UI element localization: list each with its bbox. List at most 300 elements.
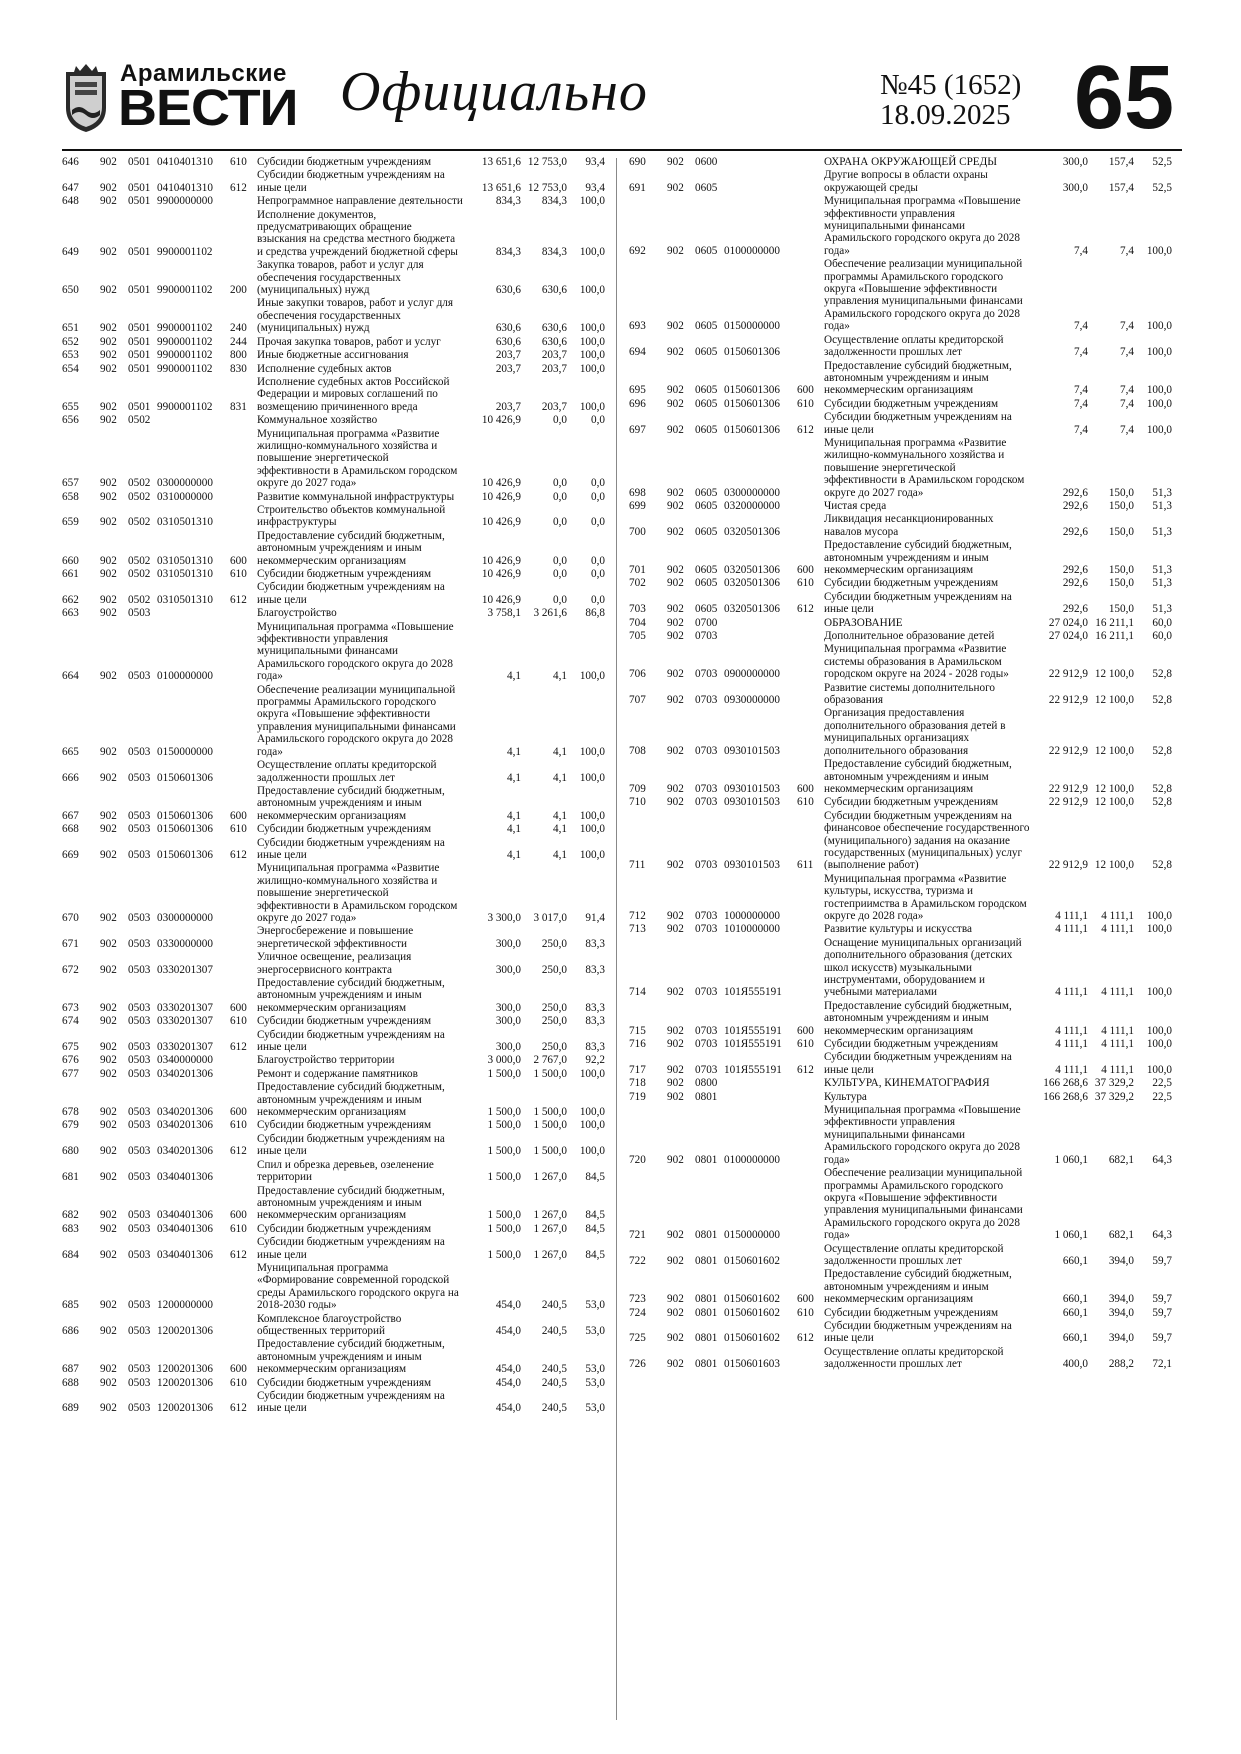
executed-amount: 250,0 [541, 937, 567, 950]
execution-percent: 100,0 [579, 771, 605, 784]
expense-type: 610 [797, 397, 814, 410]
planned-amount: 10 426,9 [481, 568, 521, 580]
table-row [629, 643, 1185, 680]
executed-amount: 240,5 [541, 1402, 567, 1415]
admin-code: 902 [100, 181, 117, 194]
table-row [629, 873, 1185, 923]
executed-amount: 4,1 [553, 670, 567, 683]
section-code: 0501 [128, 245, 151, 258]
section-code: 0801 [695, 1293, 718, 1306]
row-description: Субсидии бюджетным учреждениям на финансовое обеспечение государственного (муниципального) задания на оказание государственных (муниципальных) услуг (выполнение работ) [824, 809, 1030, 872]
executed-amount: 288,2 [1108, 1358, 1134, 1371]
admin-code: 902 [100, 156, 117, 168]
execution-percent: 100,0 [1146, 244, 1172, 257]
table-row [62, 684, 618, 758]
execution-percent: 51,3 [1152, 577, 1172, 590]
executed-amount: 150,0 [1108, 499, 1134, 512]
target-article: 0310501310 [157, 554, 213, 567]
target-article: 0310000000 [157, 490, 213, 503]
row-number: 705 [629, 630, 646, 643]
row-description: Обеспечение реализации муниципальной программы Арамильского городского округа «Повышение эффективности управления муниципальными финансами Арамильского городского округа до 2028 года» [257, 683, 456, 758]
row-number: 684 [62, 1248, 79, 1261]
table-row [62, 491, 618, 503]
section-code: 0703 [695, 986, 718, 999]
target-article: 0320501306 [724, 525, 780, 538]
execution-percent: 52,8 [1152, 796, 1172, 809]
target-article: 0150601306 [724, 346, 780, 359]
admin-code: 902 [667, 986, 684, 999]
table-row [62, 1313, 618, 1338]
execution-percent: 52,5 [1152, 181, 1172, 194]
execution-percent: 52,8 [1152, 668, 1172, 681]
planned-amount: 1 500,0 [487, 1171, 521, 1184]
target-article: 0150601306 [157, 809, 213, 822]
row-description: ОХРАНА ОКРУЖАЮЩЕЙ СРЕДЫ [824, 156, 998, 168]
row-description: Ликвидация несанкционированных навалов мусора [824, 513, 994, 538]
section-code: 0503 [128, 1363, 151, 1376]
admin-code: 902 [667, 923, 684, 936]
expense-type: 610 [230, 1119, 247, 1132]
section-code: 0502 [128, 554, 151, 567]
planned-amount: 660,1 [1062, 1293, 1088, 1306]
issue-number: №45 (1652) [880, 69, 1022, 101]
row-number: 691 [629, 181, 646, 194]
section-code: 0605 [695, 244, 718, 257]
executed-amount: 4,1 [553, 771, 567, 784]
row-number: 657 [62, 477, 79, 490]
newspaper-logo[interactable] [62, 60, 302, 140]
executed-amount: 150,0 [1108, 525, 1134, 538]
table-row [629, 1091, 1185, 1103]
planned-amount: 454,0 [495, 1376, 521, 1389]
execution-percent: 84,5 [585, 1222, 605, 1235]
executed-amount: 1 500,0 [533, 1119, 567, 1132]
section-code: 0605 [695, 525, 718, 538]
executed-amount: 4,1 [553, 745, 567, 758]
table-row [62, 259, 618, 296]
row-description: Благоустройство территории [257, 1054, 395, 1067]
target-article: 0150601306 [724, 423, 780, 436]
execution-percent: 100,0 [1146, 384, 1172, 397]
section-code: 0501 [128, 322, 151, 335]
table-row [62, 823, 618, 835]
admin-code: 902 [667, 499, 684, 512]
section-code: 0501 [128, 181, 151, 194]
admin-code: 902 [667, 668, 684, 681]
row-number: 683 [62, 1222, 79, 1235]
target-article: 0340201306 [157, 1106, 213, 1119]
row-number: 721 [629, 1229, 646, 1242]
section-code: 0503 [128, 1106, 151, 1119]
executed-amount: 203,7 [541, 349, 567, 362]
admin-code: 902 [100, 848, 117, 861]
row-number: 660 [62, 554, 79, 567]
section-code: 0503 [128, 1209, 151, 1222]
table-row [62, 862, 618, 924]
row-number: 685 [62, 1299, 79, 1312]
executed-amount: 630,6 [541, 284, 567, 297]
row-description: Субсидии бюджетным учреждениям на иные цели [824, 1051, 1012, 1076]
row-description: Муниципальная программа «Развитие культуры, искусства, туризма и гостеприимства в Арамильском городском округе до 2028 года» [824, 872, 1027, 922]
admin-code: 902 [100, 745, 117, 758]
row-number: 661 [62, 568, 79, 580]
expense-type: 610 [230, 1376, 247, 1389]
planned-amount: 292,6 [1062, 577, 1088, 590]
section-code: 0503 [128, 1402, 151, 1415]
planned-amount: 300,0 [495, 937, 521, 950]
executed-amount: 682,1 [1108, 1153, 1134, 1166]
admin-code: 902 [100, 1248, 117, 1261]
planned-amount: 292,6 [1062, 603, 1088, 616]
executed-amount: 0,0 [553, 593, 567, 606]
row-number: 714 [629, 986, 646, 999]
row-description: Субсидии бюджетным учреждениям на иные цели [257, 836, 445, 861]
table-row [629, 258, 1185, 332]
table-row [629, 810, 1185, 872]
row-number: 716 [629, 1038, 646, 1051]
row-description: Осуществление оплаты кредиторской задолженности прошлых лет [824, 1242, 1004, 1267]
section-code: 0503 [128, 1015, 151, 1028]
row-description: Субсидии бюджетным учреждениям на иные цели [257, 169, 445, 194]
row-description: Субсидии бюджетным учреждениям [257, 568, 432, 580]
table-row [62, 297, 618, 334]
table-row [62, 1015, 618, 1027]
planned-amount: 300,0 [495, 963, 521, 976]
section-code: 0605 [695, 577, 718, 590]
planned-amount: 660,1 [1062, 1254, 1088, 1267]
expense-type: 612 [230, 1041, 247, 1054]
table-row [62, 1081, 618, 1118]
row-number: 678 [62, 1106, 79, 1119]
admin-code: 902 [100, 1209, 117, 1222]
target-article: 0930101503 [724, 782, 780, 795]
admin-code: 902 [100, 1145, 117, 1158]
execution-percent: 93,4 [585, 156, 605, 168]
planned-amount: 1 500,0 [487, 1145, 521, 1158]
row-description: Предоставление субсидий бюджетным, автономным учреждениям и иным некоммерческим организациям [257, 1184, 445, 1222]
row-number: 722 [629, 1254, 646, 1267]
expense-type: 831 [230, 400, 247, 413]
expense-type: 610 [797, 577, 814, 590]
row-number: 712 [629, 909, 646, 922]
table-row [62, 1029, 618, 1054]
executed-amount: 834,3 [541, 195, 567, 208]
planned-amount: 7,4 [1074, 346, 1088, 359]
execution-percent: 0,0 [591, 593, 605, 606]
planned-amount: 7,4 [1074, 397, 1088, 410]
target-article: 0150601602 [724, 1332, 780, 1345]
target-article: 0340401306 [157, 1209, 213, 1222]
table-row [62, 1262, 618, 1312]
execution-percent: 100,0 [579, 349, 605, 362]
target-article: 0150601306 [724, 397, 780, 410]
admin-code: 902 [100, 490, 117, 503]
execution-percent: 52,5 [1152, 156, 1172, 168]
expense-type: 612 [230, 593, 247, 606]
executed-amount: 1 267,0 [533, 1171, 567, 1184]
admin-code: 902 [667, 1229, 684, 1242]
target-article: 9900001102 [157, 349, 213, 362]
row-description: Осуществление оплаты кредиторской задолженности прошлых лет [257, 759, 437, 784]
table-row [629, 156, 1185, 168]
admin-code: 902 [667, 486, 684, 499]
executed-amount: 150,0 [1108, 486, 1134, 499]
executed-amount: 250,0 [541, 963, 567, 976]
planned-amount: 300,0 [1062, 156, 1088, 168]
admin-code: 902 [667, 909, 684, 922]
admin-code: 902 [667, 694, 684, 707]
planned-amount: 300,0 [1062, 181, 1088, 194]
section-code: 0703 [695, 630, 718, 643]
section-code: 0801 [695, 1306, 718, 1319]
section-code: 0503 [128, 1041, 151, 1054]
section-code: 0503 [128, 848, 151, 861]
row-description: Уличное освещение, реализация энергосервисного контракта [257, 951, 412, 976]
target-article: 1200201306 [157, 1324, 213, 1337]
executed-amount: 203,7 [541, 362, 567, 375]
execution-percent: 53,0 [585, 1324, 605, 1337]
section-code: 0503 [128, 937, 151, 950]
row-description: Развитие коммунальной инфраструктуры [257, 490, 455, 503]
row-description: Субсидии бюджетным учреждениям на иные цели [257, 1028, 445, 1054]
row-number: 692 [629, 244, 646, 257]
section-code: 0605 [695, 397, 718, 410]
planned-amount: 27 024,0 [1048, 630, 1088, 643]
execution-percent: 100,0 [1146, 1038, 1172, 1051]
expense-type: 612 [797, 603, 814, 616]
row-description: Исполнение документов, предусматривающих обращение взыскания на средства местного бюджета и средства учреждений бюджетной сферы [257, 208, 458, 258]
target-article: 0330201307 [157, 1041, 213, 1054]
row-number: 663 [62, 607, 79, 620]
admin-code: 902 [100, 477, 117, 490]
planned-amount: 1 500,0 [487, 1209, 521, 1222]
target-article: 0340201306 [157, 1145, 213, 1158]
planned-amount: 4,1 [507, 771, 521, 784]
expense-type: 830 [230, 362, 247, 375]
execution-percent: 100,0 [1146, 346, 1172, 359]
planned-amount: 4,1 [507, 848, 521, 861]
admin-code: 902 [667, 1153, 684, 1166]
section-code: 0605 [695, 384, 718, 397]
executed-amount: 1 500,0 [533, 1106, 567, 1119]
target-article: 9900000000 [157, 195, 213, 208]
executed-amount: 7,4 [1120, 244, 1134, 257]
row-description: Муниципальная программа «Повышение эффективности управления муниципальными финансами Арамильского городского округа до 2028 года» [824, 195, 1021, 257]
table-row [62, 376, 618, 413]
executed-amount: 250,0 [541, 1015, 567, 1028]
target-article: 0340201306 [157, 1119, 213, 1132]
admin-code: 902 [100, 1222, 117, 1235]
execution-percent: 0,0 [591, 477, 605, 490]
row-number: 677 [62, 1067, 79, 1080]
row-description: Субсидии бюджетным учреждениям на иные цели [824, 590, 1012, 616]
row-number: 665 [62, 745, 79, 758]
executed-amount: 240,5 [541, 1363, 567, 1376]
expense-type: 610 [230, 1222, 247, 1235]
row-description: Организация предоставления дополнительного образования детей в муниципальных организациях дополнительного образования [824, 707, 1006, 757]
table-row [629, 577, 1185, 589]
section-code: 0703 [695, 694, 718, 707]
executed-amount: 240,5 [541, 1299, 567, 1312]
row-description: Муниципальная программа «Формирование современной городской среды Арамильского городского округа на 2018-2030 годы» [257, 1261, 459, 1312]
planned-amount: 10 426,9 [481, 414, 521, 427]
planned-amount: 3 000,0 [487, 1054, 521, 1067]
target-article: 0930101503 [724, 796, 780, 809]
admin-code: 902 [100, 963, 117, 976]
admin-code: 902 [100, 1054, 117, 1067]
executed-amount: 394,0 [1108, 1293, 1134, 1306]
expense-type: 600 [230, 554, 247, 567]
admin-code: 902 [667, 1038, 684, 1051]
admin-code: 902 [100, 1363, 117, 1376]
execution-percent: 0,0 [591, 568, 605, 580]
table-row [62, 785, 618, 822]
execution-percent: 100,0 [579, 745, 605, 758]
executed-amount: 240,5 [541, 1324, 567, 1337]
executed-amount: 150,0 [1108, 603, 1134, 616]
row-description: Субсидии бюджетным учреждениям [824, 796, 999, 809]
row-number: 669 [62, 848, 79, 861]
section-code: 0503 [128, 607, 151, 620]
row-number: 695 [629, 384, 646, 397]
target-article: 9900001102 [157, 322, 213, 335]
admin-code: 902 [667, 744, 684, 757]
executed-amount: 630,6 [541, 335, 567, 348]
execution-percent: 100,0 [579, 195, 605, 208]
section-code: 0703 [695, 744, 718, 757]
expense-type: 612 [230, 848, 247, 861]
target-article: 0340401306 [157, 1171, 213, 1184]
section-code: 0501 [128, 349, 151, 362]
section-code: 0703 [695, 1038, 718, 1051]
table-row [629, 707, 1185, 757]
table-row [62, 621, 618, 683]
target-article: 0310501310 [157, 516, 213, 529]
row-number: 711 [629, 859, 646, 872]
execution-percent: 59,7 [1152, 1332, 1172, 1345]
row-description: Предоставление субсидий бюджетным, автономным учреждениям и иным некоммерческим организациям [824, 758, 1012, 795]
admin-code: 902 [100, 1015, 117, 1028]
table-row [62, 1377, 618, 1389]
target-article: 0150000000 [724, 320, 780, 333]
section-code: 0503 [128, 1145, 151, 1158]
planned-amount: 292,6 [1062, 564, 1088, 576]
row-description: Развитие культуры и искусства [824, 923, 972, 936]
table-row [629, 1268, 1185, 1305]
row-number: 672 [62, 963, 79, 976]
row-description: Субсидии бюджетным учреждениям [824, 397, 999, 410]
section-code: 0801 [695, 1254, 718, 1267]
executed-amount: 1 267,0 [533, 1209, 567, 1222]
admin-code: 902 [100, 400, 117, 413]
section-code: 0800 [695, 1077, 718, 1090]
row-number: 703 [629, 603, 646, 616]
target-article: 0300000000 [724, 486, 780, 499]
masthead [62, 48, 1182, 148]
executed-amount: 16 211,1 [1095, 630, 1134, 643]
admin-code: 902 [100, 568, 117, 580]
section-code: 0703 [695, 909, 718, 922]
planned-amount: 10 426,9 [481, 516, 521, 529]
row-number: 658 [62, 490, 79, 503]
execution-percent: 91,4 [585, 911, 605, 924]
executed-amount: 12 100,0 [1094, 782, 1134, 795]
section-code: 0503 [128, 1299, 151, 1312]
target-article: 0930101503 [724, 859, 780, 872]
table-row [629, 500, 1185, 512]
row-number: 699 [629, 499, 646, 512]
admin-code: 902 [100, 593, 117, 606]
planned-amount: 454,0 [495, 1402, 521, 1415]
section-code: 0605 [695, 603, 718, 616]
admin-code: 902 [667, 603, 684, 616]
row-description: Закупка товаров, работ и услуг для обеспечения государственных (муниципальных) нужд [257, 259, 424, 297]
expense-type: 800 [230, 349, 247, 362]
section-code: 0703 [695, 782, 718, 795]
section-code: 0503 [128, 1222, 151, 1235]
row-number: 717 [629, 1063, 646, 1076]
target-article: 101Я555191 [724, 1024, 782, 1037]
planned-amount: 4 111,1 [1055, 1024, 1088, 1037]
row-description: Комплексное благоустройство общественных территорий [257, 1312, 402, 1337]
admin-code: 902 [100, 335, 117, 348]
executed-amount: 4,1 [553, 823, 567, 836]
planned-amount: 1 500,0 [487, 1106, 521, 1119]
row-description: Предоставление субсидий бюджетным, автономным учреждениям и иным некоммерческим организациям [824, 1268, 1012, 1306]
row-description: КУЛЬТУРА, КИНЕМАТОГРАФИЯ [824, 1077, 990, 1090]
row-number: 680 [62, 1145, 79, 1158]
admin-code: 902 [667, 1024, 684, 1037]
admin-code: 902 [667, 1077, 684, 1090]
execution-percent: 0,0 [591, 490, 605, 503]
admin-code: 902 [667, 782, 684, 795]
row-description: Чистая среда [824, 499, 887, 512]
admin-code: 902 [100, 809, 117, 822]
execution-percent: 100,0 [579, 670, 605, 683]
row-description: Субсидии бюджетным учреждениям на иные цели [257, 1132, 445, 1158]
execution-percent: 100,0 [1146, 909, 1172, 922]
execution-percent: 100,0 [579, 362, 605, 375]
expense-type: 600 [797, 782, 814, 795]
target-article: 1200201306 [157, 1402, 213, 1415]
section-code: 0503 [128, 809, 151, 822]
executed-amount: 12 100,0 [1094, 796, 1134, 809]
executed-amount: 7,4 [1120, 423, 1134, 436]
expense-type: 612 [797, 1063, 814, 1076]
planned-amount: 166 268,6 [1043, 1077, 1088, 1090]
executed-amount: 7,4 [1120, 384, 1134, 397]
table-row [629, 1077, 1185, 1089]
planned-amount: 1 500,0 [487, 1119, 521, 1132]
execution-percent: 100,0 [579, 400, 605, 413]
expense-type: 610 [230, 568, 247, 580]
section-code: 0801 [695, 1090, 718, 1103]
expense-type: 244 [230, 335, 247, 348]
execution-percent: 51,3 [1152, 603, 1172, 616]
admin-code: 902 [100, 1001, 117, 1014]
table-row [62, 951, 618, 976]
row-description: Муниципальная программа «Развитие жилищно-коммунального хозяйства и повышение энергетической эффективности в Арамильском городском округе до 2027 года» [824, 436, 1025, 499]
execution-percent: 100,0 [579, 848, 605, 861]
row-number: 719 [629, 1090, 646, 1103]
admin-code: 902 [100, 1299, 117, 1312]
row-number: 715 [629, 1024, 646, 1037]
row-number: 710 [629, 796, 646, 809]
section-code: 0605 [695, 320, 718, 333]
executed-amount: 1 500,0 [533, 1067, 567, 1080]
executed-amount: 37 329,2 [1094, 1090, 1134, 1103]
expense-type: 612 [797, 1332, 814, 1345]
